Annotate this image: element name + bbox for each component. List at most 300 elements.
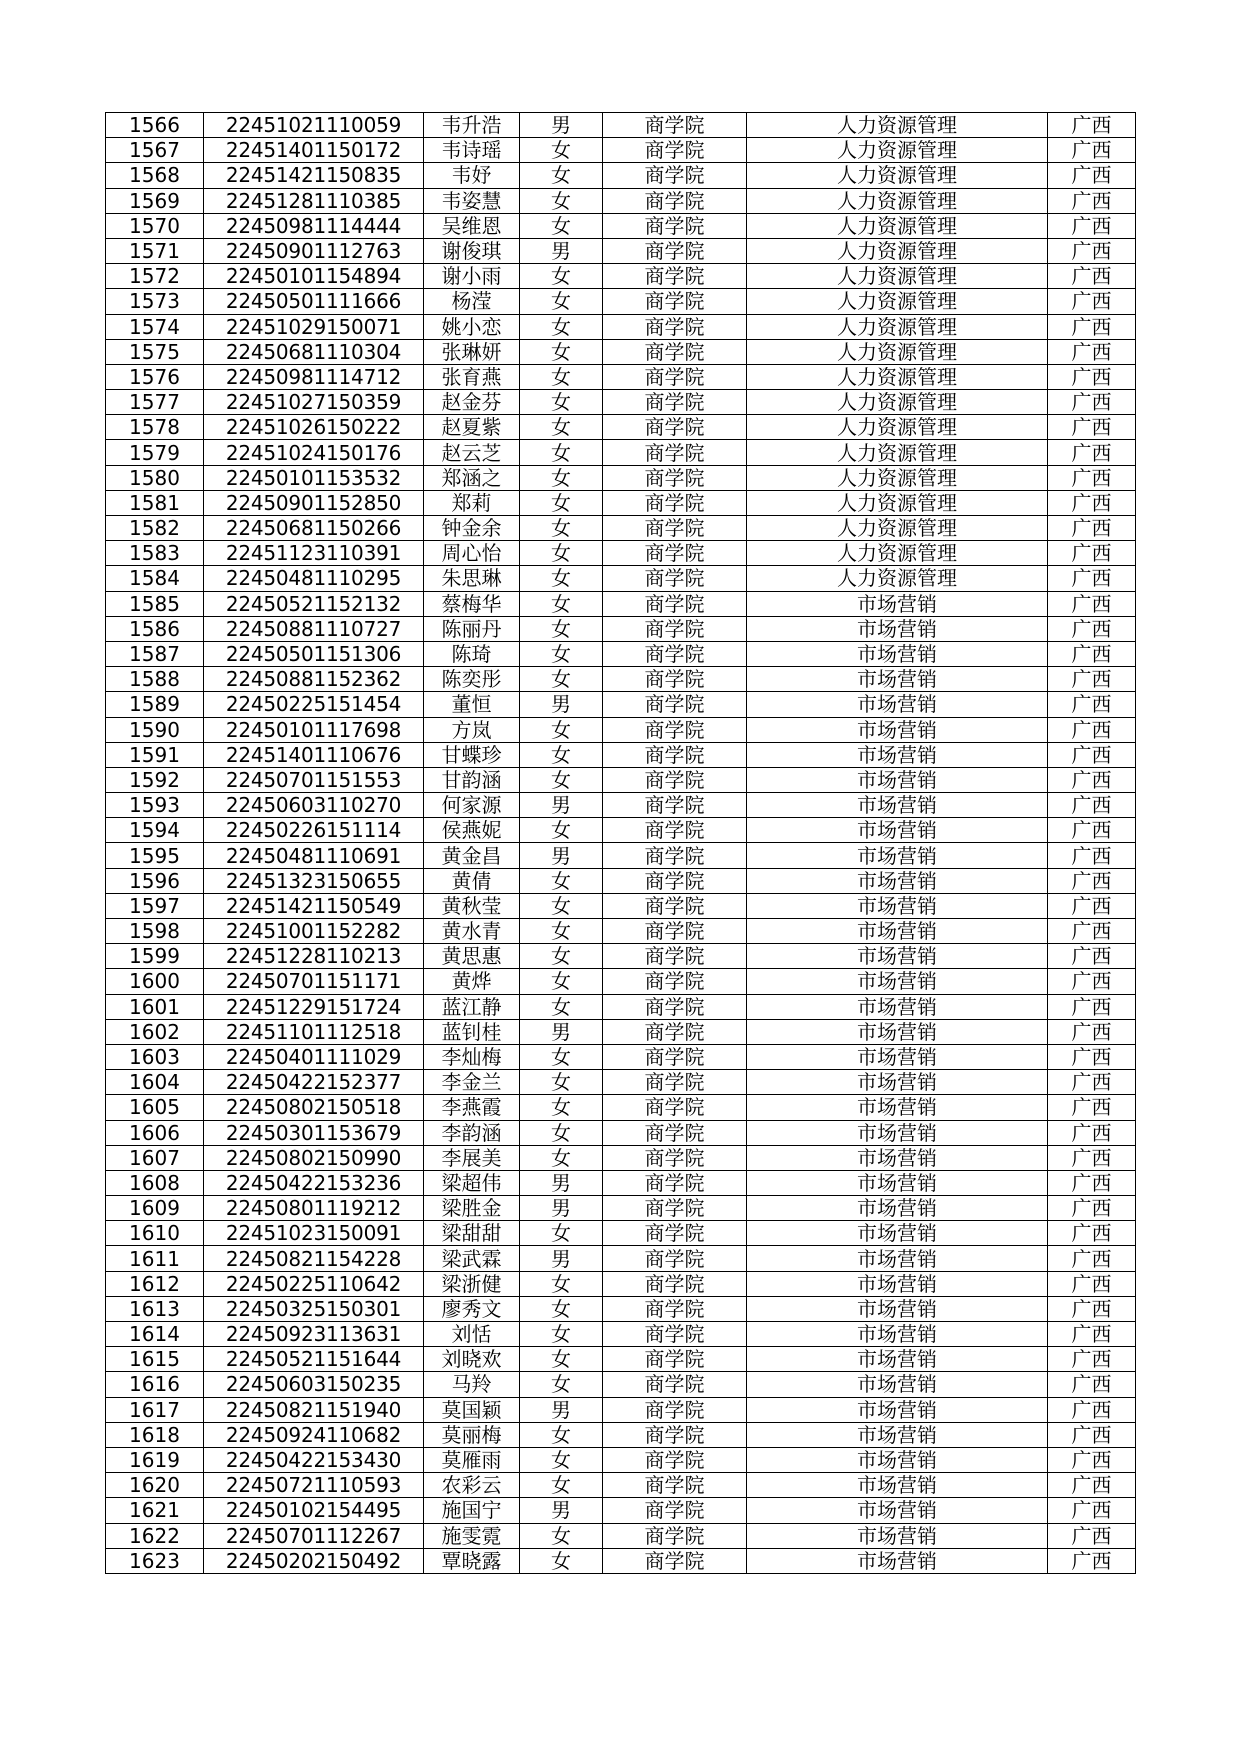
gender-cell: 男 — [520, 1498, 603, 1523]
province-cell: 广西 — [1048, 944, 1136, 969]
major-cell: 市场营销 — [747, 742, 1048, 767]
major-cell: 市场营销 — [747, 793, 1048, 818]
row-index-cell: 1597 — [106, 893, 204, 918]
major-cell: 人力资源管理 — [747, 541, 1048, 566]
college-cell: 商学院 — [603, 944, 747, 969]
name-cell: 赵金芬 — [424, 390, 520, 415]
name-cell: 甘韵涵 — [424, 767, 520, 792]
student-id-cell: 22450225110642 — [204, 1271, 424, 1296]
table-row — [106, 893, 1136, 918]
province-cell: 广西 — [1048, 113, 1136, 138]
college-cell: 商学院 — [603, 1523, 747, 1548]
province-cell: 广西 — [1048, 1070, 1136, 1095]
province-cell: 广西 — [1048, 541, 1136, 566]
name-cell: 张育燕 — [424, 364, 520, 389]
province-cell: 广西 — [1048, 364, 1136, 389]
college-cell: 商学院 — [603, 213, 747, 238]
table-row — [106, 138, 1136, 163]
province-cell: 广西 — [1048, 1145, 1136, 1170]
college-cell: 商学院 — [603, 1447, 747, 1472]
gender-cell: 男 — [520, 1196, 603, 1221]
table-row — [106, 692, 1136, 717]
student-id-cell: 22450301153679 — [204, 1120, 424, 1145]
row-index-cell: 1601 — [106, 994, 204, 1019]
name-cell: 莫丽梅 — [424, 1422, 520, 1447]
province-cell: 广西 — [1048, 667, 1136, 692]
major-cell: 人力资源管理 — [747, 390, 1048, 415]
college-cell: 商学院 — [603, 1070, 747, 1095]
major-cell: 市场营销 — [747, 717, 1048, 742]
table-row — [106, 339, 1136, 364]
student-id-cell: 22450102154495 — [204, 1498, 424, 1523]
gender-cell: 女 — [520, 818, 603, 843]
student-id-cell: 22451228110213 — [204, 944, 424, 969]
row-index-cell: 1566 — [106, 113, 204, 138]
student-id-cell: 22450101153532 — [204, 465, 424, 490]
name-cell: 钟金余 — [424, 516, 520, 541]
student-id-cell: 22450802150518 — [204, 1095, 424, 1120]
row-index-cell: 1603 — [106, 1044, 204, 1069]
college-cell: 商学院 — [603, 1095, 747, 1120]
major-cell: 市场营销 — [747, 1044, 1048, 1069]
province-cell: 广西 — [1048, 1347, 1136, 1372]
student-id-cell: 22450881152362 — [204, 667, 424, 692]
major-cell: 市场营销 — [747, 591, 1048, 616]
major-cell: 人力资源管理 — [747, 289, 1048, 314]
table-row — [106, 717, 1136, 742]
row-index-cell: 1620 — [106, 1473, 204, 1498]
table-row — [106, 1498, 1136, 1523]
college-cell: 商学院 — [603, 1170, 747, 1195]
row-index-cell: 1595 — [106, 843, 204, 868]
college-cell: 商学院 — [603, 818, 747, 843]
college-cell: 商学院 — [603, 994, 747, 1019]
major-cell: 人力资源管理 — [747, 314, 1048, 339]
table-row — [106, 919, 1136, 944]
college-cell: 商学院 — [603, 188, 747, 213]
gender-cell: 女 — [520, 767, 603, 792]
college-cell: 商学院 — [603, 1347, 747, 1372]
name-cell: 梁甜甜 — [424, 1221, 520, 1246]
row-index-cell: 1574 — [106, 314, 204, 339]
roster-body — [106, 113, 1136, 1574]
province-cell: 广西 — [1048, 314, 1136, 339]
student-id-cell: 22450701151171 — [204, 969, 424, 994]
province-cell: 广西 — [1048, 415, 1136, 440]
gender-cell: 女 — [520, 969, 603, 994]
row-index-cell: 1578 — [106, 415, 204, 440]
table-row — [106, 818, 1136, 843]
name-cell: 蔡梅华 — [424, 591, 520, 616]
province-cell: 广西 — [1048, 1095, 1136, 1120]
student-id-cell: 22450422153430 — [204, 1447, 424, 1472]
student-id-cell: 22451421150549 — [204, 893, 424, 918]
college-cell: 商学院 — [603, 641, 747, 666]
major-cell: 市场营销 — [747, 1498, 1048, 1523]
major-cell: 人力资源管理 — [747, 264, 1048, 289]
province-cell: 广西 — [1048, 1523, 1136, 1548]
table-row — [106, 1246, 1136, 1271]
college-cell: 商学院 — [603, 138, 747, 163]
major-cell: 市场营销 — [747, 692, 1048, 717]
table-row — [106, 1044, 1136, 1069]
student-id-cell: 22450821154228 — [204, 1246, 424, 1271]
name-cell: 张琳妍 — [424, 339, 520, 364]
name-cell: 杨滢 — [424, 289, 520, 314]
college-cell: 商学院 — [603, 566, 747, 591]
province-cell: 广西 — [1048, 641, 1136, 666]
gender-cell: 女 — [520, 339, 603, 364]
name-cell: 梁超伟 — [424, 1170, 520, 1195]
college-cell: 商学院 — [603, 1372, 747, 1397]
name-cell: 覃晓露 — [424, 1548, 520, 1573]
table-row — [106, 188, 1136, 213]
gender-cell: 女 — [520, 591, 603, 616]
gender-cell: 男 — [520, 238, 603, 263]
gender-cell: 女 — [520, 314, 603, 339]
name-cell: 莫雁雨 — [424, 1447, 520, 1472]
table-row — [106, 364, 1136, 389]
college-cell: 商学院 — [603, 1498, 747, 1523]
gender-cell: 男 — [520, 793, 603, 818]
row-index-cell: 1568 — [106, 163, 204, 188]
table-row — [106, 1322, 1136, 1347]
student-id-cell: 22450701151553 — [204, 767, 424, 792]
gender-cell: 女 — [520, 440, 603, 465]
college-cell: 商学院 — [603, 289, 747, 314]
name-cell: 廖秀文 — [424, 1296, 520, 1321]
gender-cell: 女 — [520, 264, 603, 289]
province-cell: 广西 — [1048, 516, 1136, 541]
name-cell: 农彩云 — [424, 1473, 520, 1498]
name-cell: 甘蝶珍 — [424, 742, 520, 767]
gender-cell: 女 — [520, 1044, 603, 1069]
table-row — [106, 591, 1136, 616]
college-cell: 商学院 — [603, 616, 747, 641]
name-cell: 何家源 — [424, 793, 520, 818]
student-id-cell: 22451123110391 — [204, 541, 424, 566]
table-row — [106, 1397, 1136, 1422]
gender-cell: 女 — [520, 1070, 603, 1095]
table-row — [106, 1120, 1136, 1145]
province-cell: 广西 — [1048, 793, 1136, 818]
row-index-cell: 1581 — [106, 490, 204, 515]
gender-cell: 女 — [520, 742, 603, 767]
row-index-cell: 1598 — [106, 919, 204, 944]
row-index-cell: 1593 — [106, 793, 204, 818]
major-cell: 人力资源管理 — [747, 113, 1048, 138]
college-cell: 商学院 — [603, 339, 747, 364]
province-cell: 广西 — [1048, 264, 1136, 289]
student-id-cell: 22450901152850 — [204, 490, 424, 515]
gender-cell: 女 — [520, 188, 603, 213]
table-row — [106, 793, 1136, 818]
major-cell: 市场营销 — [747, 1347, 1048, 1372]
gender-cell: 女 — [520, 490, 603, 515]
row-index-cell: 1586 — [106, 616, 204, 641]
student-id-cell: 22450521151644 — [204, 1347, 424, 1372]
province-cell: 广西 — [1048, 1473, 1136, 1498]
gender-cell: 女 — [520, 1548, 603, 1573]
gender-cell: 男 — [520, 1019, 603, 1044]
row-index-cell: 1612 — [106, 1271, 204, 1296]
student-id-cell: 22450681110304 — [204, 339, 424, 364]
province-cell: 广西 — [1048, 1221, 1136, 1246]
college-cell: 商学院 — [603, 692, 747, 717]
province-cell: 广西 — [1048, 1170, 1136, 1195]
row-index-cell: 1613 — [106, 1296, 204, 1321]
province-cell: 广西 — [1048, 818, 1136, 843]
college-cell: 商学院 — [603, 314, 747, 339]
gender-cell: 女 — [520, 717, 603, 742]
major-cell: 人力资源管理 — [747, 364, 1048, 389]
name-cell: 黄秋莹 — [424, 893, 520, 918]
gender-cell: 女 — [520, 1221, 603, 1246]
college-cell: 商学院 — [603, 868, 747, 893]
row-index-cell: 1587 — [106, 641, 204, 666]
table-row — [106, 616, 1136, 641]
gender-cell: 女 — [520, 641, 603, 666]
row-index-cell: 1591 — [106, 742, 204, 767]
province-cell: 广西 — [1048, 868, 1136, 893]
college-cell: 商学院 — [603, 1548, 747, 1573]
name-cell: 蓝江静 — [424, 994, 520, 1019]
college-cell: 商学院 — [603, 742, 747, 767]
major-cell: 人力资源管理 — [747, 213, 1048, 238]
major-cell: 市场营销 — [747, 767, 1048, 792]
gender-cell: 男 — [520, 692, 603, 717]
row-index-cell: 1570 — [106, 213, 204, 238]
gender-cell: 男 — [520, 1246, 603, 1271]
province-cell: 广西 — [1048, 717, 1136, 742]
table-row — [106, 667, 1136, 692]
row-index-cell: 1607 — [106, 1145, 204, 1170]
college-cell: 商学院 — [603, 591, 747, 616]
college-cell: 商学院 — [603, 793, 747, 818]
table-row — [106, 163, 1136, 188]
gender-cell: 女 — [520, 390, 603, 415]
row-index-cell: 1577 — [106, 390, 204, 415]
gender-cell: 女 — [520, 516, 603, 541]
gender-cell: 女 — [520, 944, 603, 969]
major-cell: 人力资源管理 — [747, 339, 1048, 364]
name-cell: 梁浙健 — [424, 1271, 520, 1296]
gender-cell: 女 — [520, 1473, 603, 1498]
student-id-cell: 22450801119212 — [204, 1196, 424, 1221]
table-row — [106, 566, 1136, 591]
student-id-cell: 22451421150835 — [204, 163, 424, 188]
name-cell: 黄金昌 — [424, 843, 520, 868]
province-cell: 广西 — [1048, 893, 1136, 918]
table-row — [106, 1548, 1136, 1573]
name-cell: 李燕霞 — [424, 1095, 520, 1120]
row-index-cell: 1605 — [106, 1095, 204, 1120]
college-cell: 商学院 — [603, 843, 747, 868]
college-cell: 商学院 — [603, 767, 747, 792]
name-cell: 陈琦 — [424, 641, 520, 666]
table-row — [106, 465, 1136, 490]
row-index-cell: 1580 — [106, 465, 204, 490]
table-row — [106, 1196, 1136, 1221]
row-index-cell: 1573 — [106, 289, 204, 314]
name-cell: 韦姿慧 — [424, 188, 520, 213]
major-cell: 市场营销 — [747, 1322, 1048, 1347]
table-row — [106, 541, 1136, 566]
table-row — [106, 1372, 1136, 1397]
student-id-cell: 22450422153236 — [204, 1170, 424, 1195]
college-cell: 商学院 — [603, 1246, 747, 1271]
college-cell: 商学院 — [603, 113, 747, 138]
province-cell: 广西 — [1048, 1019, 1136, 1044]
table-row — [106, 113, 1136, 138]
row-index-cell: 1622 — [106, 1523, 204, 1548]
major-cell: 市场营销 — [747, 1296, 1048, 1321]
college-cell: 商学院 — [603, 516, 747, 541]
row-index-cell: 1614 — [106, 1322, 204, 1347]
student-id-cell: 22451023150091 — [204, 1221, 424, 1246]
gender-cell: 女 — [520, 1422, 603, 1447]
table-row — [106, 415, 1136, 440]
college-cell: 商学院 — [603, 1473, 747, 1498]
college-cell: 商学院 — [603, 163, 747, 188]
province-cell: 广西 — [1048, 390, 1136, 415]
major-cell: 市场营销 — [747, 1548, 1048, 1573]
province-cell: 广西 — [1048, 188, 1136, 213]
row-index-cell: 1608 — [106, 1170, 204, 1195]
major-cell: 市场营销 — [747, 994, 1048, 1019]
gender-cell: 女 — [520, 1145, 603, 1170]
gender-cell: 女 — [520, 868, 603, 893]
major-cell: 市场营销 — [747, 1422, 1048, 1447]
gender-cell: 女 — [520, 415, 603, 440]
student-id-cell: 22451401150172 — [204, 138, 424, 163]
province-cell: 广西 — [1048, 616, 1136, 641]
table-row — [106, 1070, 1136, 1095]
row-index-cell: 1590 — [106, 717, 204, 742]
major-cell: 市场营销 — [747, 1170, 1048, 1195]
gender-cell: 女 — [520, 213, 603, 238]
table-row — [106, 238, 1136, 263]
table-row — [106, 1145, 1136, 1170]
province-cell: 广西 — [1048, 1246, 1136, 1271]
table-row — [106, 516, 1136, 541]
name-cell: 黄水青 — [424, 919, 520, 944]
table-row — [106, 1019, 1136, 1044]
gender-cell: 女 — [520, 541, 603, 566]
province-cell: 广西 — [1048, 440, 1136, 465]
name-cell: 朱思琳 — [424, 566, 520, 591]
major-cell: 市场营销 — [747, 641, 1048, 666]
name-cell: 马羚 — [424, 1372, 520, 1397]
gender-cell: 女 — [520, 1322, 603, 1347]
college-cell: 商学院 — [603, 541, 747, 566]
student-id-cell: 22450521152132 — [204, 591, 424, 616]
college-cell: 商学院 — [603, 1145, 747, 1170]
student-roster-table — [105, 112, 1136, 1574]
student-id-cell: 22450501151306 — [204, 641, 424, 666]
student-id-cell: 22451029150071 — [204, 314, 424, 339]
row-index-cell: 1599 — [106, 944, 204, 969]
name-cell: 黄思惠 — [424, 944, 520, 969]
name-cell: 梁武霖 — [424, 1246, 520, 1271]
name-cell: 郑涵之 — [424, 465, 520, 490]
province-cell: 广西 — [1048, 1397, 1136, 1422]
row-index-cell: 1616 — [106, 1372, 204, 1397]
name-cell: 施雯霓 — [424, 1523, 520, 1548]
major-cell: 人力资源管理 — [747, 188, 1048, 213]
gender-cell: 女 — [520, 289, 603, 314]
student-id-cell: 22450422152377 — [204, 1070, 424, 1095]
major-cell: 人力资源管理 — [747, 238, 1048, 263]
student-id-cell: 22451281110385 — [204, 188, 424, 213]
gender-cell: 女 — [520, 1271, 603, 1296]
student-id-cell: 22450603110270 — [204, 793, 424, 818]
college-cell: 商学院 — [603, 238, 747, 263]
row-index-cell: 1617 — [106, 1397, 204, 1422]
major-cell: 人力资源管理 — [747, 516, 1048, 541]
table-row — [106, 767, 1136, 792]
student-id-cell: 22450901112763 — [204, 238, 424, 263]
student-id-cell: 22450701112267 — [204, 1523, 424, 1548]
province-cell: 广西 — [1048, 1372, 1136, 1397]
major-cell: 市场营销 — [747, 818, 1048, 843]
name-cell: 李金兰 — [424, 1070, 520, 1095]
student-id-cell: 22450481110691 — [204, 843, 424, 868]
major-cell: 市场营销 — [747, 969, 1048, 994]
province-cell: 广西 — [1048, 767, 1136, 792]
college-cell: 商学院 — [603, 1271, 747, 1296]
name-cell: 李展美 — [424, 1145, 520, 1170]
student-id-cell: 22450681150266 — [204, 516, 424, 541]
name-cell: 谢小雨 — [424, 264, 520, 289]
college-cell: 商学院 — [603, 1296, 747, 1321]
row-index-cell: 1582 — [106, 516, 204, 541]
name-cell: 吴维恩 — [424, 213, 520, 238]
major-cell: 人力资源管理 — [747, 566, 1048, 591]
gender-cell: 女 — [520, 919, 603, 944]
gender-cell: 女 — [520, 1120, 603, 1145]
province-cell: 广西 — [1048, 692, 1136, 717]
student-id-cell: 22451101112518 — [204, 1019, 424, 1044]
table-row — [106, 868, 1136, 893]
major-cell: 市场营销 — [747, 868, 1048, 893]
name-cell: 陈丽丹 — [424, 616, 520, 641]
gender-cell: 女 — [520, 1347, 603, 1372]
row-index-cell: 1585 — [106, 591, 204, 616]
province-cell: 广西 — [1048, 1498, 1136, 1523]
major-cell: 市场营销 — [747, 616, 1048, 641]
province-cell: 广西 — [1048, 289, 1136, 314]
name-cell: 刘恬 — [424, 1322, 520, 1347]
student-id-cell: 22450981114444 — [204, 213, 424, 238]
province-cell: 广西 — [1048, 1044, 1136, 1069]
college-cell: 商学院 — [603, 390, 747, 415]
province-cell: 广西 — [1048, 1120, 1136, 1145]
student-id-cell: 22450226151114 — [204, 818, 424, 843]
gender-cell: 女 — [520, 1296, 603, 1321]
student-id-cell: 22450881110727 — [204, 616, 424, 641]
gender-cell: 女 — [520, 1372, 603, 1397]
major-cell: 市场营销 — [747, 1372, 1048, 1397]
row-index-cell: 1610 — [106, 1221, 204, 1246]
student-id-cell: 22450802150990 — [204, 1145, 424, 1170]
college-cell: 商学院 — [603, 490, 747, 515]
name-cell: 李韵涵 — [424, 1120, 520, 1145]
name-cell: 姚小恋 — [424, 314, 520, 339]
major-cell: 市场营销 — [747, 1196, 1048, 1221]
gender-cell: 女 — [520, 994, 603, 1019]
major-cell: 人力资源管理 — [747, 163, 1048, 188]
